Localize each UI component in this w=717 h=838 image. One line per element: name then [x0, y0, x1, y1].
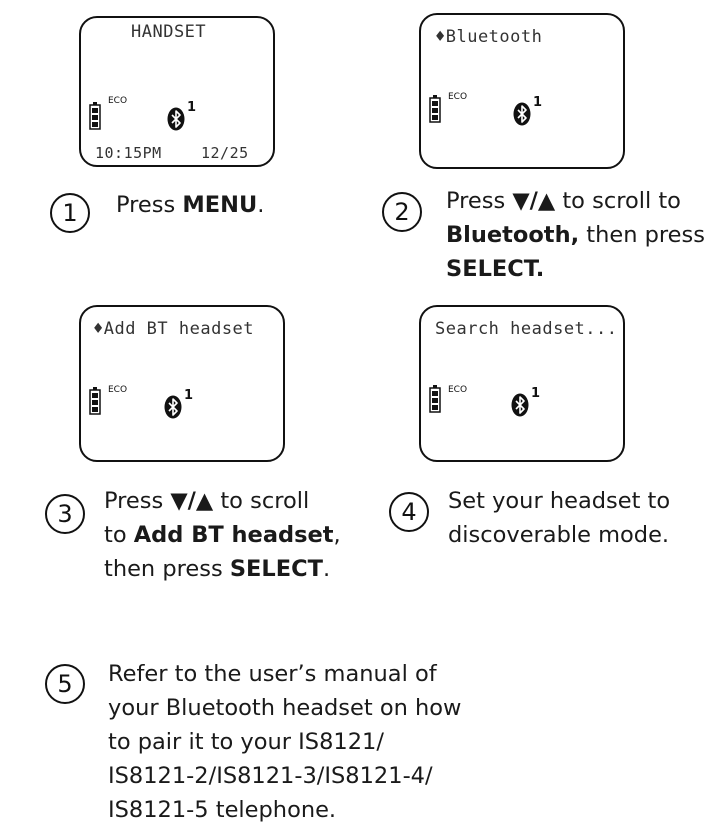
bluetooth-icon [167, 107, 185, 131]
bluetooth-count: 1 [184, 388, 194, 403]
step-2-text: Press ▼/▲ to scroll to Bluetooth, then press SELECT. [446, 188, 705, 282]
step-5-text: Refer to the user’s manual of your Bluetooth headset on how to pair it to your IS8121/ IS8121-2/IS8121-3/IS8121-4/ IS8121-5 telephone. [108, 661, 462, 823]
screen-header: ♦Add BT headset [93, 319, 255, 339]
step-3-text: Press ▼/▲ to scroll to Add BT headset, then press SELECT. [104, 488, 341, 582]
battery-icon [429, 95, 441, 123]
step-4-text: Set your headset to discoverable mode. [448, 488, 671, 548]
step-1-text: Press MENU. [116, 192, 265, 218]
screen-header: Search headset... [435, 319, 618, 339]
battery-icon [429, 385, 441, 413]
handset-screen-1 [79, 16, 275, 167]
step-number-5: 5 [45, 664, 85, 704]
bluetooth-icon [511, 393, 529, 417]
eco-label: ECO [108, 96, 128, 106]
eco-label: ECO [448, 92, 468, 102]
bluetooth-count: 1 [531, 386, 541, 401]
screen-time: 10:15PM [95, 144, 162, 162]
screen-header: ♦Bluetooth [435, 27, 543, 47]
step-number-4: 4 [389, 492, 429, 532]
bluetooth-icon [513, 102, 531, 126]
screen-header: HANDSET [131, 22, 207, 42]
battery-icon [89, 387, 101, 415]
step-number-3: 3 [45, 494, 85, 534]
battery-icon [89, 102, 101, 130]
bluetooth-count: 1 [187, 100, 197, 115]
eco-label: ECO [108, 385, 128, 395]
handset-screen-4 [419, 305, 625, 462]
handset-screen-3 [79, 305, 285, 462]
eco-label: ECO [448, 385, 468, 395]
bluetooth-icon [164, 395, 182, 419]
bluetooth-count: 1 [533, 95, 543, 110]
step-number-2: 2 [382, 192, 422, 232]
screen-date: 12/25 [201, 144, 249, 162]
step-number-1: 1 [50, 193, 90, 233]
handset-screen-2 [419, 13, 625, 169]
